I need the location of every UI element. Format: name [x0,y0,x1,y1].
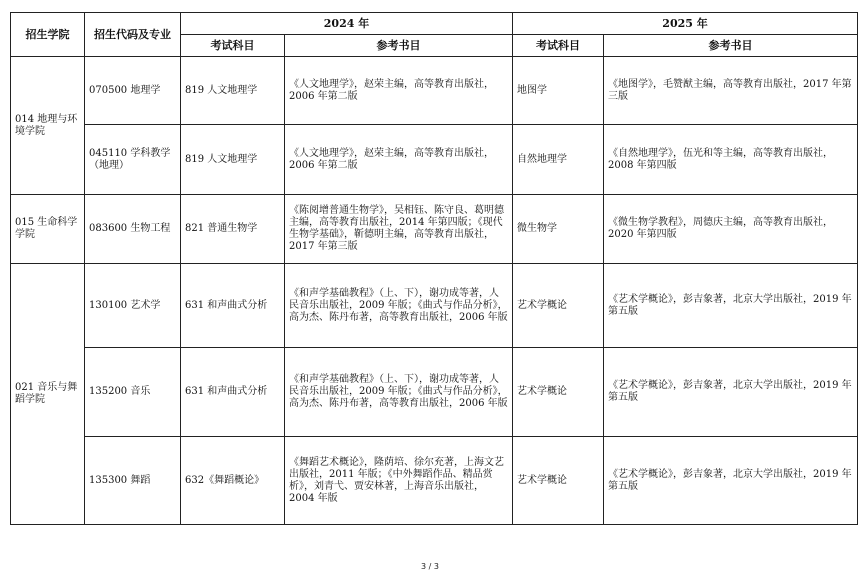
subject-2024-cell: 632《舞蹈概论》 [181,437,285,525]
college-cell: 021 音乐与舞蹈学院 [11,264,85,525]
admissions-table [10,12,858,525]
major-cell: 083600 生物工程 [85,195,181,264]
subject-2024-cell: 819 人文地理学 [181,125,285,195]
table-row [11,348,858,437]
subject-2024-cell: 631 和声曲式分析 [181,348,285,437]
subject-2025-cell: 微生物学 [513,195,604,264]
books-2025-cell: 《自然地理学》，伍光和等主编，高等教育出版社，2008 年第四版 [604,125,858,195]
subject-2025-cell: 自然地理学 [513,125,604,195]
subject-2025-cell: 艺术学概论 [513,437,604,525]
subject-2024-cell: 631 和声曲式分析 [181,264,285,348]
header-subject-2024: 考试科目 [181,35,285,57]
major-cell: 135300 舞蹈 [85,437,181,525]
college-cell: 015 生命科学学院 [11,195,85,264]
books-2025-cell: 《艺术学概论》，彭吉象著，北京大学出版社，2019 年第五版 [604,264,858,348]
books-2025-cell: 《艺术学概论》，彭吉象著，北京大学出版社，2019 年第五版 [604,437,858,525]
major-cell: 130100 艺术学 [85,264,181,348]
books-2025-cell: 《地图学》，毛赞猷主编，高等教育出版社，2017 年第三版 [604,57,858,125]
subject-2025-cell: 艺术学概论 [513,264,604,348]
table-row [11,437,858,525]
books-2024-cell: 《陈阅增普通生物学》，吴相钰、陈守良、葛明德主编，高等教育出版社，2014 年第四版；《现代生物学基础》，靳德明主编，高等教育出版社，2017 年第三版 [285,195,513,264]
major-cell: 135200 音乐 [85,348,181,437]
table-row [11,125,858,195]
subject-2024-cell: 821 普通生物学 [181,195,285,264]
books-2024-cell: 《人文地理学》，赵荣主编，高等教育出版社，2006 年第二版 [285,57,513,125]
header-code-major: 招生代码及专业 [85,13,181,57]
books-2024-cell: 《和声学基础教程》（上、下），谢功成等著，人民音乐出版社，2009 年版；《曲式与作品分析》，高为杰、陈丹布著，高等教育出版社，2006 年版 [285,264,513,348]
major-cell: 045110 学科教学（地理） [85,125,181,195]
college-cell: 014 地理与环境学院 [11,57,85,195]
table-row [11,264,858,348]
books-2024-cell: 《和声学基础教程》（上、下），谢功成等著，人民音乐出版社，2009 年版；《曲式与作品分析》，高为杰、陈丹布著，高等教育出版社，2006 年版 [285,348,513,437]
major-cell: 070500 地理学 [85,57,181,125]
books-2024-cell: 《舞蹈艺术概论》，隆荫培、徐尔充著，上海文艺出版社，2011 年版；《中外舞蹈作品、精品赏析》，刘青弋、贾安林著，上海音乐出版社，2004 年版 [285,437,513,525]
table-row [11,195,858,264]
books-2025-cell: 《微生物学教程》，周德庆主编，高等教育出版社，2020 年第四版 [604,195,858,264]
subject-2025-cell: 艺术学概论 [513,348,604,437]
header-subject-2025: 考试科目 [513,35,604,57]
header-books-2025: 参考书目 [604,35,858,57]
header-books-2024: 参考书目 [285,35,513,57]
books-2024-cell: 《人文地理学》，赵荣主编，高等教育出版社，2006 年第二版 [285,125,513,195]
table-row [11,57,858,125]
books-2025-cell: 《艺术学概论》，彭吉象著，北京大学出版社，2019 年第五版 [604,348,858,437]
header-college: 招生学院 [11,13,85,57]
header-year-2024: 2024 年 [181,13,513,35]
subject-2024-cell: 819 人文地理学 [181,57,285,125]
subject-2025-cell: 地图学 [513,57,604,125]
header-year-2025: 2025 年 [513,13,858,35]
page-number: 3 / 3 [421,562,439,571]
